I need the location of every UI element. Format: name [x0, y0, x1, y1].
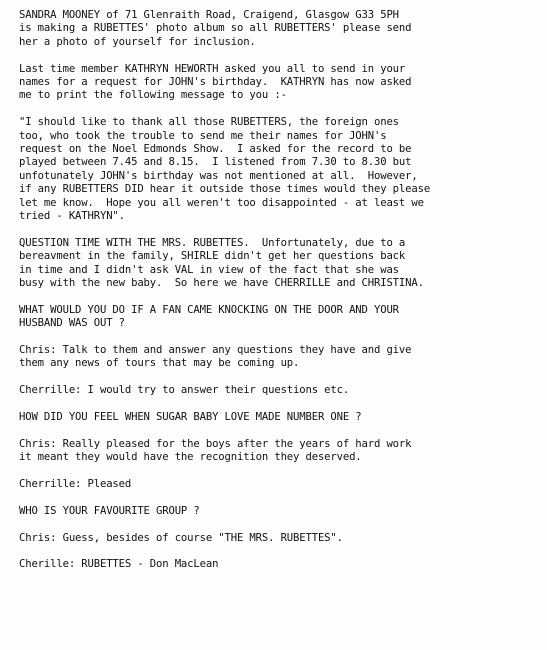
text-line: names for a request for JOHN's birthday. KATHRYN has now asked — [19, 76, 412, 89]
text-line: is making a RUBETTES' photo album so all RUBETTERS' please send — [19, 22, 412, 35]
text-line: too, who took the trouble to send me their names for JOHN's — [19, 129, 387, 142]
paragraph-birthday-request — [19, 63, 541, 103]
text-line: "I should like to thank all those RUBETTERS, the foreign ones — [19, 116, 399, 129]
text-line: SANDRA MOONEY of 71 Glenraith Road, Craigend, Glasgow G33 5PH — [19, 9, 399, 21]
text-line: request on the Noel Edmonds Show. I asked for the record to be — [19, 143, 412, 156]
text-line: busy with the new baby. So here we have CHERRILLE and CHRISTINA. — [19, 277, 424, 290]
text-line: Last time member KATHRYN HEWORTH asked you all to send in your — [19, 62, 406, 75]
question-favourite-group — [19, 505, 541, 518]
text-line: Chris: Really pleased for the boys after the years of hard work — [19, 437, 412, 450]
text-line: HUSBAND WAS OUT ? — [19, 317, 125, 330]
question-number-one — [19, 411, 541, 424]
text-line: bereavment in the family, SHIRLE didn't get her questions back — [19, 250, 406, 263]
text-line: if any RUBETTERS DID hear it outside those times would they please — [19, 183, 431, 196]
paragraph-photo-album — [19, 9, 541, 49]
text-line: Cherille: RUBETTES - Don MacLean — [19, 558, 219, 571]
text-line: played between 7.45 and 8.15. I listened from 7.30 to 8.30 but — [19, 156, 412, 169]
text-line: them any news of tours that may be coming up. — [19, 357, 300, 370]
answer-chris-fan — [19, 344, 541, 371]
text-line: her a photo of yourself for inclusion. — [19, 35, 256, 48]
text-line: in time and I didn't ask VAL in view of the fact that she was — [19, 263, 399, 276]
text-line: Cherrille: I would try to answer their questions etc. — [19, 384, 350, 397]
text-line: it meant they would have the recognition they deserved. — [19, 451, 362, 464]
text-line: Cherrille: Pleased — [19, 478, 132, 491]
text-line: HOW DID YOU FEEL WHEN SUGAR BABY LOVE MADE NUMBER ONE ? — [19, 411, 362, 424]
text-line: me to print the following message to you :- — [19, 89, 287, 102]
text-line: Chris: Guess, besides of course "THE MRS. RUBETTES". — [19, 531, 343, 544]
answer-chris-number-one — [19, 438, 541, 465]
paragraph-question-time — [19, 237, 541, 291]
answer-chris-group — [19, 532, 541, 545]
text-line: WHO IS YOUR FAVOURITE GROUP ? — [19, 504, 200, 517]
text-line: Chris: Talk to them and answer any questions they have and give — [19, 344, 412, 357]
question-fan-knocking — [19, 304, 541, 331]
text-line: unfotunately JOHN's birthday was not mentioned at all. However, — [19, 169, 418, 182]
text-line: let me know. Hope you all weren't too disappointed - at least we — [19, 196, 424, 209]
text-line: tried - KATHRYN". — [19, 210, 125, 223]
paragraph-kathryn-message — [19, 116, 541, 223]
answer-cherrille-fan — [19, 384, 541, 397]
answer-cherille-group — [19, 558, 541, 571]
typed-text-body — [19, 9, 541, 585]
text-line: WHAT WOULD YOU DO IF A FAN CAME KNOCKING ON THE DOOR AND YOUR — [19, 303, 399, 316]
text-line: QUESTION TIME WITH THE MRS. RUBETTES. Unfortunately, due to a — [19, 236, 406, 249]
answer-cherrille-number-one — [19, 478, 541, 491]
